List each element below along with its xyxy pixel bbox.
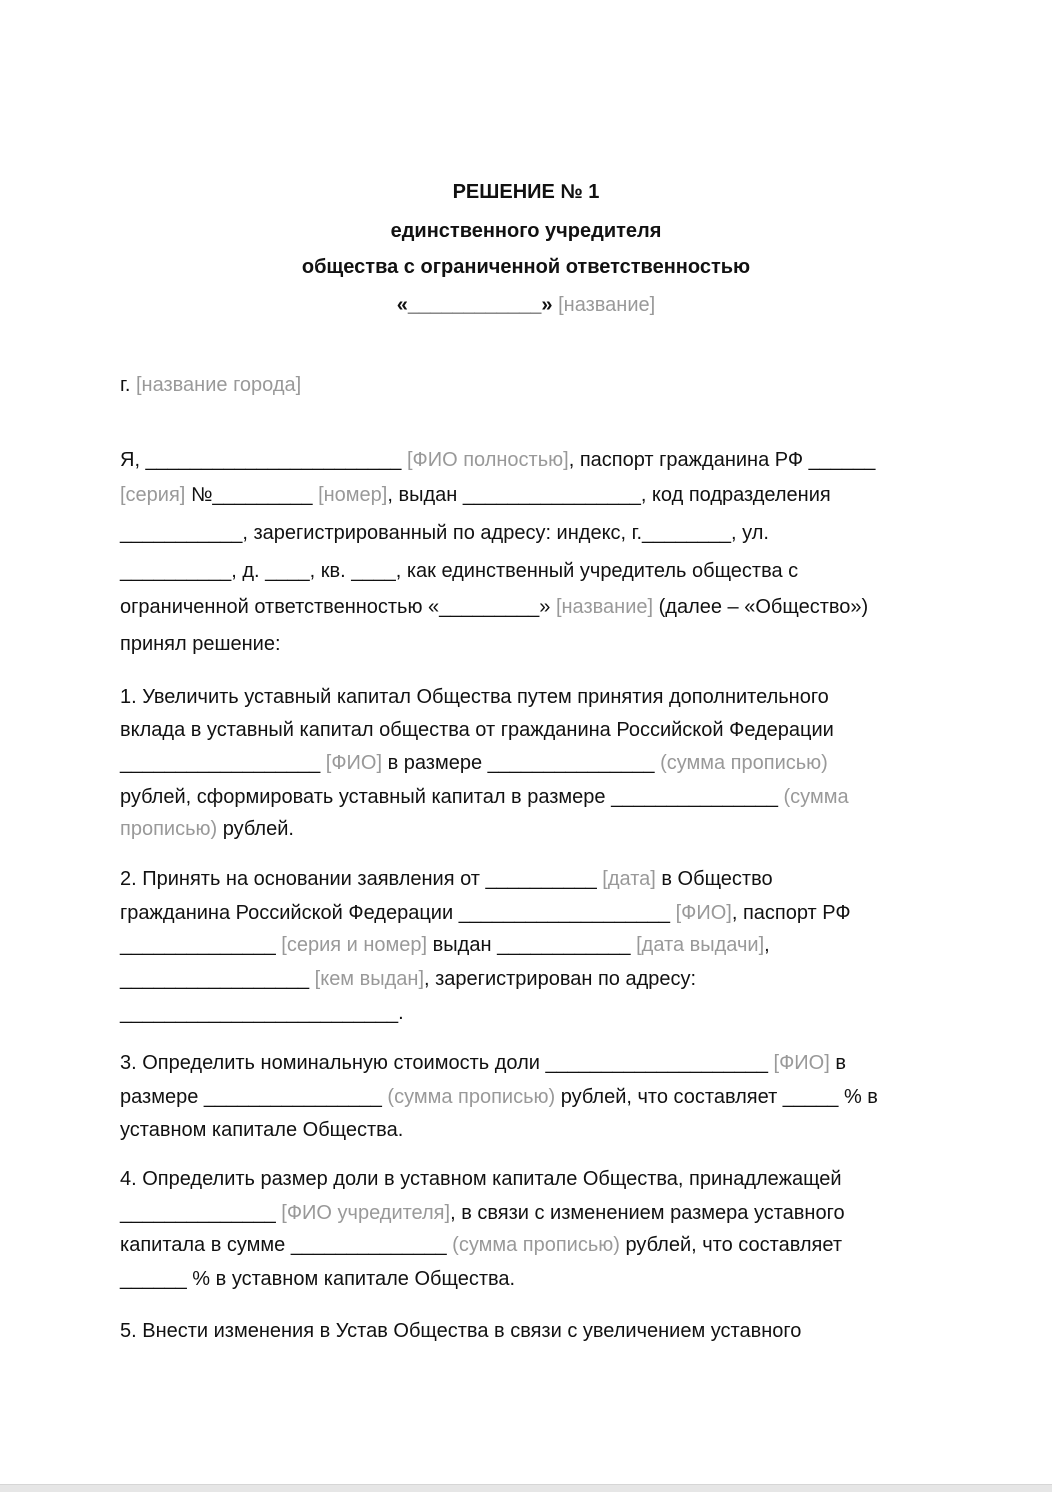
item3-line-1	[120, 1051, 846, 1075]
city-placeholder: [название города]	[135, 374, 302, 396]
item-text: __________________	[120, 752, 321, 774]
intro-text: (далее – «Общество»)	[658, 596, 869, 618]
passport-placeholder: [серия и номер]	[281, 934, 428, 956]
item-text: рублей, что составляет _____ % в	[560, 1086, 878, 1108]
item2-line-2	[120, 901, 851, 925]
document-subtitle-1: единственного учредителя	[390, 220, 662, 242]
item-text: 3. Определить номинальную стоимость доли ____________________	[120, 1052, 768, 1074]
item1-line-3	[120, 751, 828, 775]
sum-placeholder: (сумма прописью)	[452, 1234, 620, 1256]
item-text: , паспорт РФ	[731, 902, 851, 924]
item-text: _________________	[120, 968, 310, 990]
date-placeholder: [дата]	[602, 868, 656, 890]
sum-placeholder: (сумма	[783, 786, 849, 808]
document-subtitle-2: общества с ограниченной ответственностью	[301, 256, 751, 278]
item4-line-3	[120, 1233, 842, 1257]
company-name-placeholder: [название]	[558, 294, 656, 316]
intro-text: , паспорт гражданина РФ ______	[568, 449, 876, 471]
item-text: , в связи с изменением размера уставного	[450, 1202, 845, 1224]
intro-text: ограниченной ответственностью «_________»	[120, 596, 551, 618]
item2-line-3	[120, 933, 770, 957]
sum-placeholder: (сумма прописью)	[660, 752, 828, 774]
intro-line-5	[120, 595, 868, 619]
page-bottom-edge	[0, 1484, 1052, 1492]
number-placeholder: [номер]	[318, 484, 388, 506]
item-text: в размере _______________	[387, 752, 655, 774]
fio-placeholder: [ФИО]	[773, 1052, 830, 1074]
item3-line-3: уставном капитале Общества.	[120, 1119, 404, 1141]
intro-line-6: принял решение:	[120, 633, 281, 655]
item-text: гражданина Российской Федерации ___________________	[120, 902, 671, 924]
intro-line-3: ___________, зарегистрированный по адресу: индекс, г.________, ул.	[120, 522, 769, 544]
item-text: , зарегистрирован по адресу:	[424, 968, 697, 990]
document-title: РЕШЕНИЕ № 1	[452, 181, 600, 203]
fio-placeholder: [ФИО полностью]	[406, 449, 569, 471]
item4-line-2	[120, 1201, 845, 1225]
item2-line-4	[120, 967, 696, 991]
item4-line-4: ______ % в уставном капитале Общества.	[120, 1268, 516, 1290]
item1-line-2: вклада в уставный капитал общества от гражданина Российской Федерации	[120, 719, 834, 741]
item3-line-2	[120, 1085, 878, 1109]
item-text: в	[835, 1052, 846, 1074]
item1-line-1: 1. Увеличить уставный капитал Общества путем принятия дополнительного	[120, 686, 829, 708]
intro-text: , выдан ________________, код подразделения	[387, 484, 831, 506]
fio-placeholder: [ФИО]	[325, 752, 383, 774]
item-text: ______________	[120, 934, 276, 956]
intro-line-1	[120, 448, 875, 472]
company-name-placeholder: [название]	[555, 596, 654, 618]
company-name-blank: «____________»	[396, 294, 553, 316]
item1-line-4	[120, 785, 849, 809]
intro-text: Я, _______________________	[120, 449, 402, 471]
item-text: в Общество	[661, 868, 773, 890]
item-text: выдан ____________	[432, 934, 631, 956]
sum-placeholder: прописью)	[120, 818, 218, 840]
company-name-line	[0, 293, 1052, 317]
item-text: капитала в сумме ______________	[120, 1234, 447, 1256]
item4-line-1: 4. Определить размер доли в уставном капитале Общества, принадлежащей	[120, 1168, 842, 1190]
item-text: ,	[764, 934, 770, 956]
item-text: размере ________________	[120, 1086, 382, 1108]
issue-date-placeholder: [дата выдачи]	[636, 934, 765, 956]
item2-line-1	[120, 867, 773, 891]
city-line	[120, 373, 301, 397]
item-text: рублей, что составляет	[625, 1234, 842, 1256]
issuer-placeholder: [кем выдан]	[314, 968, 425, 990]
sum-placeholder: (сумма прописью)	[387, 1086, 556, 1108]
intro-line-2	[120, 483, 831, 507]
item5-line-1: 5. Внести изменения в Устав Общества в связи с увеличением уставного	[120, 1320, 802, 1342]
series-placeholder: [серия]	[120, 484, 186, 506]
item1-line-5	[120, 817, 294, 841]
item-text: рублей, сформировать уставный капитал в размере _______________	[120, 786, 778, 808]
intro-line-4: __________, д. ____, кв. ____, как единственный учредитель общества с	[120, 560, 799, 582]
city-prefix: г.	[120, 374, 131, 396]
item-text: 2. Принять на основании заявления от __________	[120, 868, 597, 890]
item2-line-5: _________________________.	[120, 1002, 404, 1024]
item-text: ______________	[120, 1202, 276, 1224]
item-text: рублей.	[222, 818, 294, 840]
fio-placeholder: [ФИО]	[675, 902, 732, 924]
intro-text: №_________	[190, 484, 313, 506]
founder-fio-placeholder: [ФИО учредителя]	[281, 1202, 451, 1224]
